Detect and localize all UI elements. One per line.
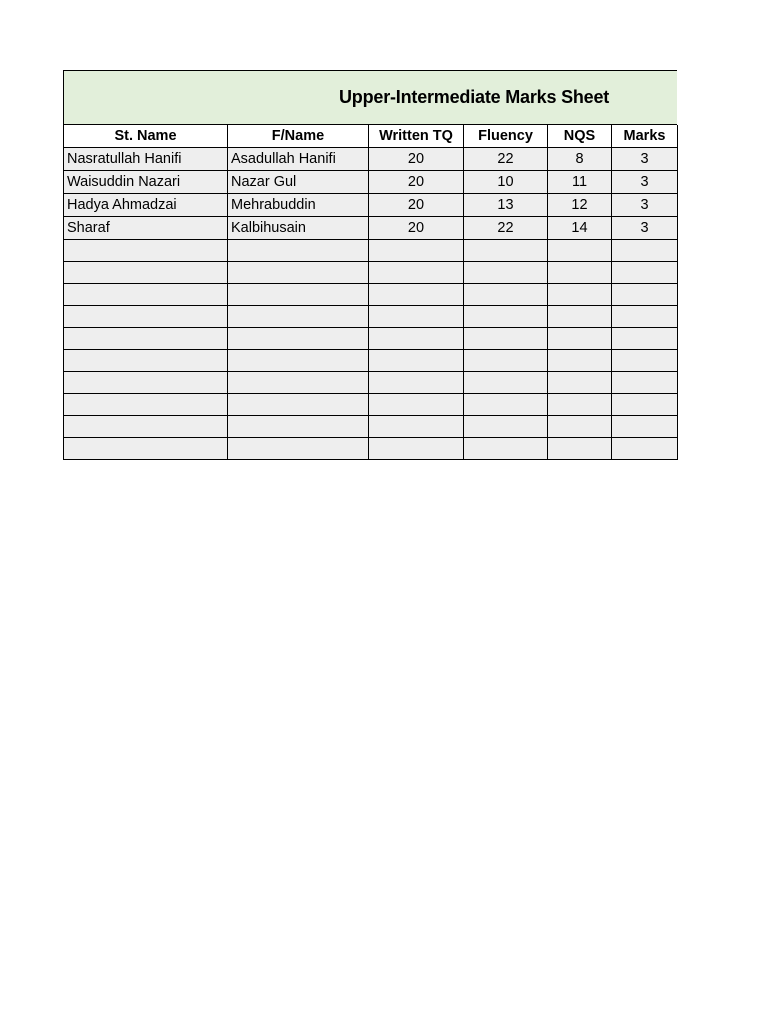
cell-nqs[interactable] — [548, 306, 612, 328]
cell-father-name[interactable] — [228, 262, 369, 284]
cell-written-tq[interactable] — [369, 416, 464, 438]
marks-sheet — [63, 70, 677, 460]
cell-student-name[interactable] — [64, 372, 228, 394]
cell-marks[interactable] — [612, 416, 678, 438]
cell-fluency[interactable]: 22 — [464, 148, 548, 171]
header-row — [64, 125, 678, 148]
cell-marks[interactable] — [612, 438, 678, 460]
cell-marks[interactable]: 3 — [612, 194, 678, 217]
table-row — [64, 194, 678, 217]
cell-fluency[interactable] — [464, 394, 548, 416]
table-row — [64, 240, 678, 262]
cell-fluency[interactable] — [464, 438, 548, 460]
table-row — [64, 350, 678, 372]
cell-student-name[interactable] — [64, 240, 228, 262]
cell-fluency[interactable]: 10 — [464, 171, 548, 194]
cell-marks[interactable]: 3 — [612, 148, 678, 171]
table-row — [64, 438, 678, 460]
cell-written-tq[interactable]: 20 — [369, 217, 464, 240]
cell-nqs[interactable] — [548, 284, 612, 306]
column-header-student-name[interactable]: St. Name — [64, 125, 228, 148]
cell-father-name[interactable] — [228, 438, 369, 460]
cell-marks[interactable] — [612, 240, 678, 262]
cell-nqs[interactable] — [548, 240, 612, 262]
cell-fluency[interactable] — [464, 328, 548, 350]
cell-marks[interactable]: 3 — [612, 171, 678, 194]
table-row — [64, 217, 678, 240]
cell-father-name[interactable]: Nazar Gul — [228, 171, 369, 194]
cell-written-tq[interactable] — [369, 372, 464, 394]
cell-marks[interactable]: 3 — [612, 217, 678, 240]
cell-student-name[interactable]: Hadya Ahmadzai — [64, 194, 228, 217]
cell-fluency[interactable]: 13 — [464, 194, 548, 217]
table-row — [64, 262, 678, 284]
table-row — [64, 284, 678, 306]
table-row — [64, 394, 678, 416]
cell-nqs[interactable] — [548, 416, 612, 438]
cell-written-tq[interactable]: 20 — [369, 171, 464, 194]
cell-marks[interactable] — [612, 350, 678, 372]
cell-student-name[interactable] — [64, 416, 228, 438]
cell-father-name[interactable] — [228, 240, 369, 262]
cell-nqs[interactable] — [548, 394, 612, 416]
sheet-title: Upper-Intermediate Marks Sheet — [339, 87, 610, 107]
cell-father-name[interactable]: Mehrabuddin — [228, 194, 369, 217]
cell-fluency[interactable]: 22 — [464, 217, 548, 240]
cell-fluency[interactable] — [464, 416, 548, 438]
cell-marks[interactable] — [612, 372, 678, 394]
cell-written-tq[interactable]: 20 — [369, 148, 464, 171]
cell-written-tq[interactable] — [369, 394, 464, 416]
cell-fluency[interactable] — [464, 262, 548, 284]
cell-student-name[interactable]: Sharaf — [64, 217, 228, 240]
cell-marks[interactable] — [612, 394, 678, 416]
cell-father-name[interactable] — [228, 350, 369, 372]
cell-father-name[interactable] — [228, 306, 369, 328]
cell-nqs[interactable]: 8 — [548, 148, 612, 171]
table-row — [64, 171, 678, 194]
cell-nqs[interactable]: 11 — [548, 171, 612, 194]
cell-written-tq[interactable] — [369, 350, 464, 372]
cell-fluency[interactable] — [464, 306, 548, 328]
cell-student-name[interactable] — [64, 438, 228, 460]
cell-nqs[interactable]: 14 — [548, 217, 612, 240]
column-header-marks[interactable]: Marks — [612, 125, 678, 148]
sheet-title-bar — [63, 70, 677, 125]
column-header-nqs[interactable]: NQS — [548, 125, 612, 148]
cell-nqs[interactable] — [548, 262, 612, 284]
cell-student-name[interactable]: Nasratullah Hanifi — [64, 148, 228, 171]
cell-written-tq[interactable] — [369, 284, 464, 306]
table-row — [64, 416, 678, 438]
cell-fluency[interactable] — [464, 284, 548, 306]
cell-nqs[interactable] — [548, 328, 612, 350]
table-row — [64, 148, 678, 171]
column-header-fluency[interactable]: Fluency — [464, 125, 548, 148]
cell-student-name[interactable] — [64, 394, 228, 416]
cell-written-tq[interactable]: 20 — [369, 194, 464, 217]
cell-father-name[interactable] — [228, 284, 369, 306]
cell-written-tq[interactable] — [369, 306, 464, 328]
column-header-written-tq[interactable]: Written TQ — [369, 125, 464, 148]
marks-table — [63, 125, 678, 460]
cell-nqs[interactable] — [548, 372, 612, 394]
cell-marks[interactable] — [612, 262, 678, 284]
cell-nqs[interactable] — [548, 350, 612, 372]
cell-fluency[interactable] — [464, 372, 548, 394]
cell-student-name[interactable] — [64, 306, 228, 328]
cell-nqs[interactable]: 12 — [548, 194, 612, 217]
table-row — [64, 372, 678, 394]
cell-father-name[interactable] — [228, 416, 369, 438]
table-row — [64, 328, 678, 350]
cell-student-name[interactable] — [64, 328, 228, 350]
cell-father-name[interactable] — [228, 328, 369, 350]
cell-student-name[interactable]: Waisuddin Nazari — [64, 171, 228, 194]
cell-father-name[interactable]: Kalbihusain — [228, 217, 369, 240]
cell-fluency[interactable] — [464, 240, 548, 262]
cell-written-tq[interactable] — [369, 240, 464, 262]
cell-marks[interactable] — [612, 284, 678, 306]
cell-written-tq[interactable] — [369, 262, 464, 284]
cell-student-name[interactable] — [64, 262, 228, 284]
cell-father-name[interactable]: Asadullah Hanifi — [228, 148, 369, 171]
cell-marks[interactable] — [612, 328, 678, 350]
cell-fluency[interactable] — [464, 350, 548, 372]
cell-nqs[interactable] — [548, 438, 612, 460]
column-header-father-name[interactable]: F/Name — [228, 125, 369, 148]
cell-written-tq[interactable] — [369, 328, 464, 350]
cell-student-name[interactable] — [64, 284, 228, 306]
cell-student-name[interactable] — [64, 350, 228, 372]
cell-marks[interactable] — [612, 306, 678, 328]
table-row — [64, 306, 678, 328]
cell-written-tq[interactable] — [369, 438, 464, 460]
cell-father-name[interactable] — [228, 372, 369, 394]
cell-father-name[interactable] — [228, 394, 369, 416]
